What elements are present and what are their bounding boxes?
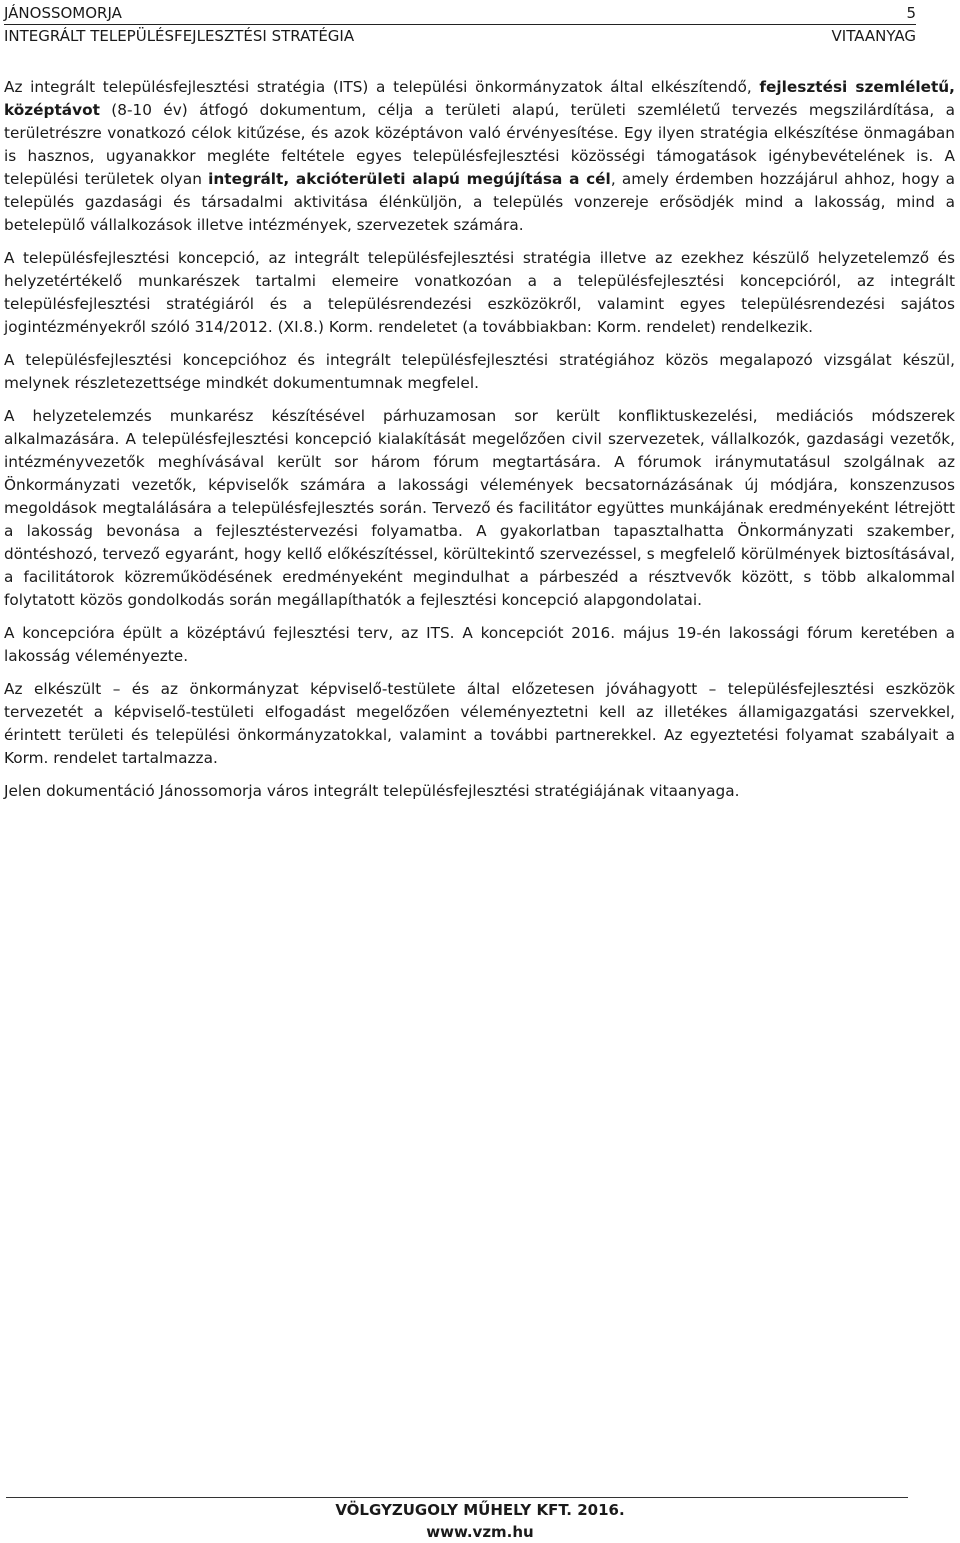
header-row-bottom xyxy=(4,25,916,47)
p1-bold-1: fejlesztési szemléletű, középtávot xyxy=(4,78,955,119)
paragraph-concept-regulation: A településfejlesztési koncepció, az integrált településfejlesztési stratégia illetve az ezekhez készülő helyzetelemző és helyzetértékelő munkarészek tartalmi elemeire vonatkozóan a a településfejlesztési koncepcióról, az integrált településfejlesztési stratégiáról és a településrendezési eszközökről, valamint egyes településrendezési sajátos jogintézményekről szóló 314/2012. (XI.8.) Korm. rendeletet (a továbbiakban: Korm. rendelet) rendelkezik. xyxy=(4,249,955,336)
document-body xyxy=(4,76,955,813)
page-header xyxy=(4,2,916,47)
footer-website: www.vzm.hu xyxy=(426,1523,534,1541)
p1-bold-2: integrált, akcióterületi alapú megújítása a cél xyxy=(208,170,611,188)
paragraph-conclusion: Jelen dokumentáció Jánossomorja város integrált településfejlesztési stratégiájának vitaanyaga. xyxy=(4,782,740,800)
footer-company: VÖLGYZUGOLY MŰHELY KFT. 2016. xyxy=(335,1501,625,1519)
paragraph-common-study: A településfejlesztési koncepcióhoz és integrált településfejlesztési stratégiához közös megalapozó vizsgálat készül, melynek részletezettsége mindkét dokumentumnak megfelel. xyxy=(4,351,955,392)
p1-text-2: (8-10 év) átfogó dokumentum, célja a területi alapú, területi szemléletű tervezés megszilárdítása, a területrészre vonatkozó célok kitűzése, és azok középtávon való érvényesítése. Egy ilyen stratégia elkészítése önmagában is hasznos, ugyanakkor megléte feltétele egyes településfejlesztési közösségi támogatások igénybevételének is. A települési területek olyan xyxy=(4,101,955,188)
header-city: JÁNOSSOMORJA xyxy=(4,4,122,22)
header-status: VITAANYAG xyxy=(831,27,916,45)
p1-text-3: , amely érdemben hozzájárul ahhoz, hogy a település gazdasági és társadalmi aktivitása élénküljön, a település vonzereje erősödjék mind a lakosság, mind a betelepülő vállalkozások illetve intézmények, szervezetek számára. xyxy=(4,170,955,234)
footer-divider xyxy=(6,1497,908,1498)
header-page-number: 5 xyxy=(906,4,916,22)
paragraph-consultation: Az elkészült – és az önkormányzat képviselő-testülete által előzetesen jóváhagyott – településfejlesztési eszközök tervezetét a képviselő-testületi elfogadást megelőzően véleményeztetni kell az illetékes államigazgatási szervekkel, érintett területi és települési önkormányzatokkal, valamint a további partnerekkel. Az egyeztetési folyamat szabályait a Korm. rendelet tartalmazza. xyxy=(4,680,955,767)
p1-text-1: Az integrált településfejlesztési stratégia (ITS) a települési önkormányzatok által elkészítendő, xyxy=(4,78,760,96)
paragraph-its-intro xyxy=(4,76,955,237)
header-doc-title: INTEGRÁLT TELEPÜLÉSFEJLESZTÉSI STRATÉGIA xyxy=(4,27,355,45)
paragraph-forum: A koncepcióra épült a középtávú fejlesztési terv, az ITS. A koncepciót 2016. május 19-én lakossági fórum keretében a lakosság véleményezte. xyxy=(4,624,955,665)
header-row-top xyxy=(4,2,916,25)
paragraph-mediation: A helyzetelemzés munkarész készítésével párhuzamosan sor került konfliktuskezelési, mediációs módszerek alkalmazására. A településfejlesztési koncepció kialakítását megelőzően civil szervezetek, vállalkozók, gazdasági vezetők, intézményvezetők meghívásával került sor három fórum megtartására. A fórumok iránymutatásul szolgálnak az Önkormányzati vezetők, képviselők számára a lakossági vélemények becsatornázásának új módjára, konszenzusos megoldások megtalálására a településfejlesztés során. Tervező és facilitátor együttes munkájának eredményeként létrejött a lakosság bevonása a fejlesztéstervezési folyamatba. A gyakorlatban tapasztalhatta Önkormányzati szakember, döntéshozó, tervező egyaránt, hogy kellő előkészítéssel, körültekintő szervezéssel, s megfelelő körülmények biztosításával, a facilitátorok közreműködésének eredményeként megindulhat a párbeszéd a résztvevők között, s több alkalommal folytatott közös gondolkodás során megállapíthatók a fejlesztési koncepció alapgondolatai. xyxy=(4,407,955,609)
